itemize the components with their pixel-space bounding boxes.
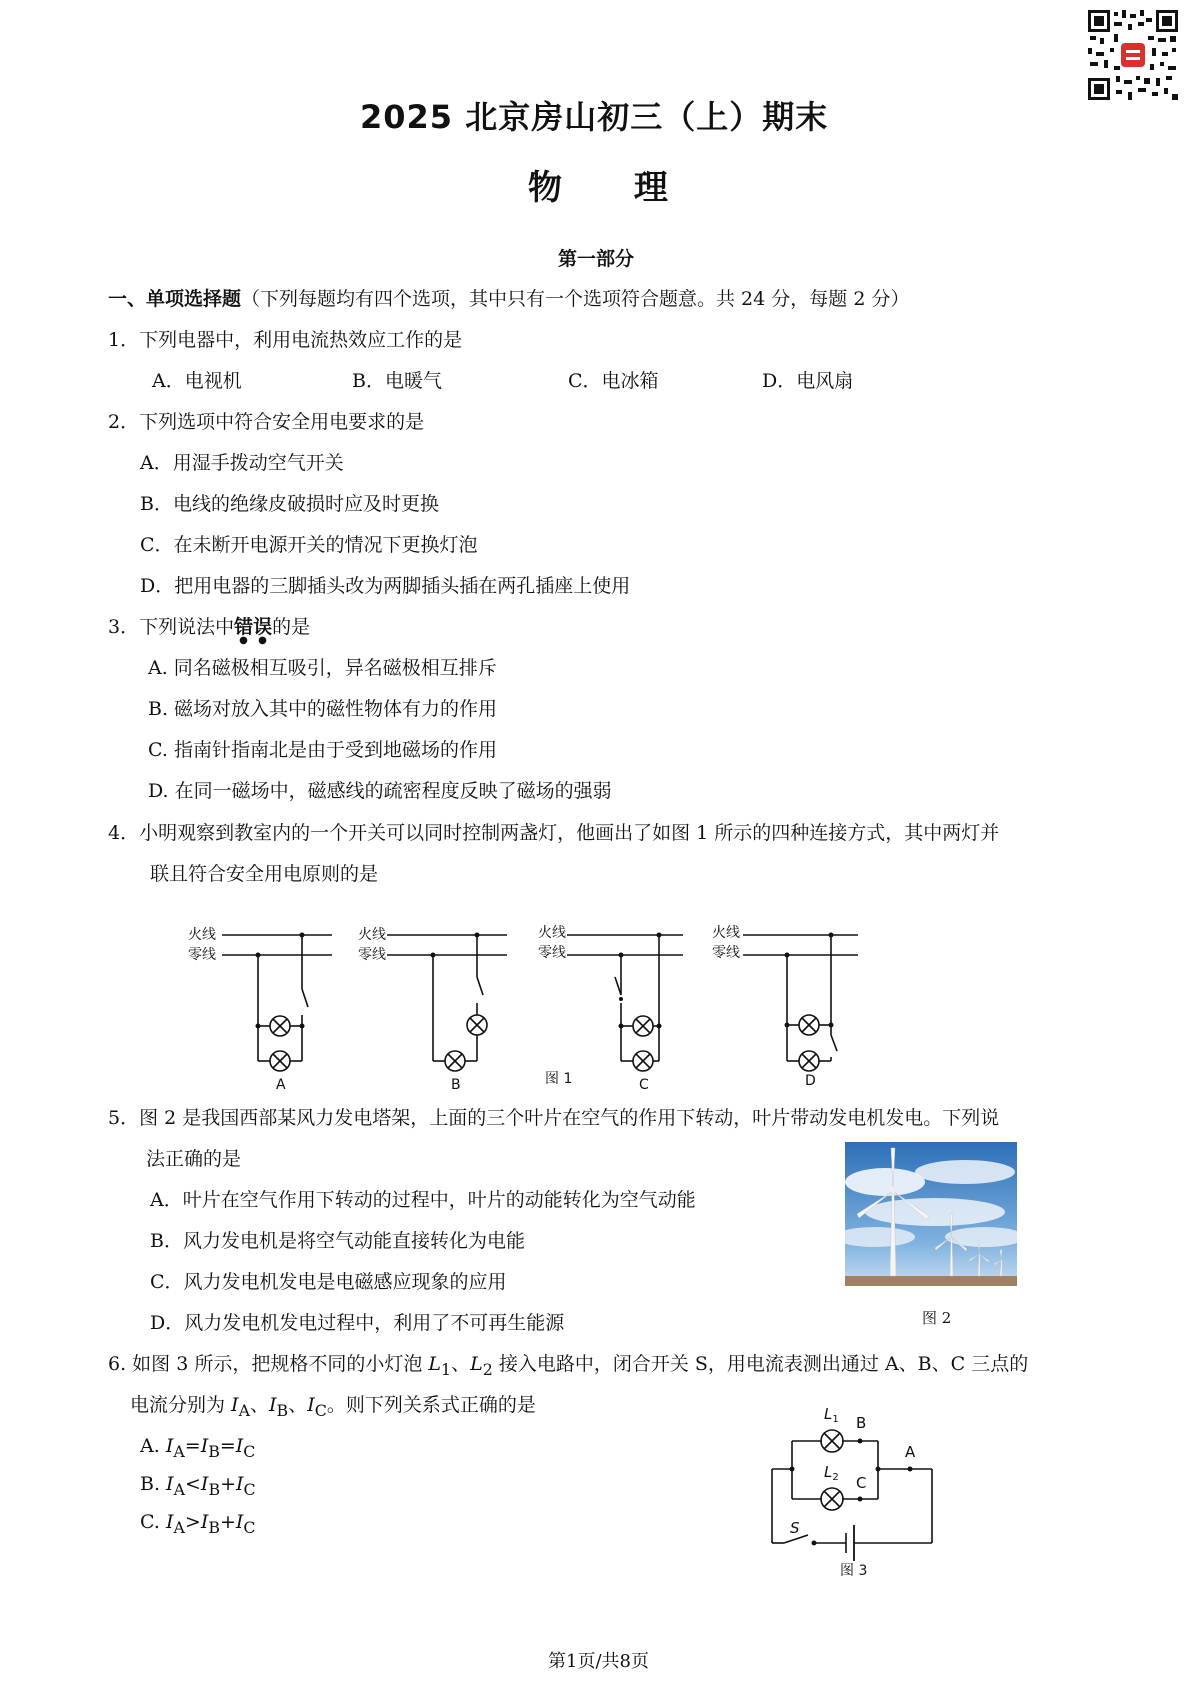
part-heading: 第一部分 [558, 248, 635, 270]
q5-option-a: A．叶片在空气作用下转动的过程中，叶片的动能转化为空气动能 [150, 1189, 696, 1211]
q1-option-c: C．电冰箱 [568, 370, 659, 392]
q2-option-b: B．电线的绝缘皮破损时应及时更换 [140, 493, 439, 515]
page-title: 2025 北京房山初三（上）期末 [360, 98, 829, 136]
svg-text:L2: $L_2$ [824, 1463, 839, 1483]
q1-option-b: B．电暖气 [352, 370, 442, 392]
emphasis-word: 错误 ● ● [234, 616, 273, 646]
switch-s: S [790, 1519, 800, 1537]
qr-code [1086, 8, 1180, 102]
svg-text:火线: 火线 [712, 925, 740, 941]
wind-turbine-photo [845, 1142, 1017, 1286]
label-b: B [451, 1077, 461, 1093]
q2-option-d: D．把用电器的三脚插头改为两脚插头插在两孔插座上使用 [140, 575, 631, 597]
q3-option-d: D. 在同一磁场中，磁感线的疏密程度反映了磁场的强弱 [148, 780, 612, 802]
subject-title: 物 理 [528, 168, 668, 208]
q3-option-a: A. 同名磁极相互吸引，异名磁极相互排斥 [148, 657, 497, 679]
section-heading: 一、单项选择题（下列每题均有四个选项，其中只有一个选项符合题意。共 24 分，每题 2 分） [108, 288, 910, 310]
figure-1-circuits [180, 915, 880, 1095]
circuit-a [222, 935, 332, 1071]
q5-stem-line1: 5．图 2 是我国西部某风力发电塔架，上面的三个叶片在空气的作用下转动，叶片带动发电机发电。下列说 [108, 1107, 1000, 1129]
q4-stem-line2: 联且符合安全用电原则的是 [150, 863, 379, 885]
svg-text:L1: $L_1$ [824, 1405, 839, 1425]
figure-3-circuit [740, 1395, 940, 1580]
q6-option-b: B. $I_A<I_B+I_C$ [140, 1473, 256, 1499]
q6-stem-line1: 6. 如图 3 所示，把规格不同的小灯泡 $L_1$、$L_2$ 接入电路中，闭合开关 S，用电流表测出通过 A、B、C 三点的 [108, 1353, 1029, 1379]
svg-text:火线: 火线 [538, 925, 566, 941]
point-a: A [905, 1443, 916, 1461]
figure-1-caption: 图 1 [545, 1071, 573, 1087]
point-c: C [856, 1474, 867, 1492]
circuit-b [387, 935, 507, 1071]
svg-text:零线: 零线 [358, 947, 386, 963]
q5-stem-line2: 法正确的是 [146, 1148, 242, 1170]
q5-option-c: C．风力发电机发电是电磁感应现象的应用 [150, 1271, 507, 1293]
q1-option-a: A．电视机 [152, 370, 242, 392]
page-number: 第1页/共8页 [548, 1651, 649, 1672]
svg-text:零线: 零线 [538, 945, 566, 961]
q3-option-b: B. 磁场对放入其中的磁性物体有力的作用 [148, 698, 498, 720]
point-b: B [856, 1414, 867, 1432]
label-c: C [639, 1077, 649, 1093]
q5-option-d: D．风力发电机发电过程中，利用了不可再生能源 [150, 1312, 565, 1334]
figure-2-caption: 图 2 [922, 1309, 952, 1327]
q3-option-c: C. 指南针指南北是由于受到地磁场的作用 [148, 739, 497, 761]
q5-option-b: B．风力发电机是将空气动能直接转化为电能 [150, 1230, 525, 1252]
q2-option-a: A．用湿手拨动空气开关 [140, 452, 344, 474]
svg-text:零线: 零线 [188, 947, 216, 963]
circuit-d [743, 935, 858, 1071]
q3-stem: 3．下列说法中错误 ● ● 的是 [108, 616, 311, 646]
svg-text:火线: 火线 [188, 927, 216, 943]
circuit-c [567, 935, 683, 1071]
label-d: D [805, 1073, 816, 1089]
svg-text:零线: 零线 [712, 945, 740, 961]
q4-stem-line1: 4．小明观察到教室内的一个开关可以同时控制两盏灯，他画出了如图 1 所示的四种连接方式，其中两灯并 [108, 822, 1000, 844]
q6-stem-line2: 电流分别为 $I_A$、$I_B$、$I_C$。则下列关系式正确的是 [130, 1394, 536, 1420]
q1-option-d: D．电风扇 [762, 370, 854, 392]
q2-option-c: C．在未断开电源开关的情况下更换灯泡 [140, 534, 478, 556]
q2-stem: 2．下列选项中符合安全用电要求的是 [108, 411, 425, 433]
q6-option-c: C. $I_A>I_B+I_C$ [140, 1511, 256, 1537]
q1-stem: 1．下列电器中，利用电流热效应工作的是 [108, 329, 463, 351]
label-a: A [276, 1077, 286, 1093]
q6-option-a: A. $I_A=I_B=I_C$ [140, 1435, 256, 1461]
figure-3-caption: 图 3 [840, 1563, 868, 1579]
svg-text:火线: 火线 [358, 927, 386, 943]
